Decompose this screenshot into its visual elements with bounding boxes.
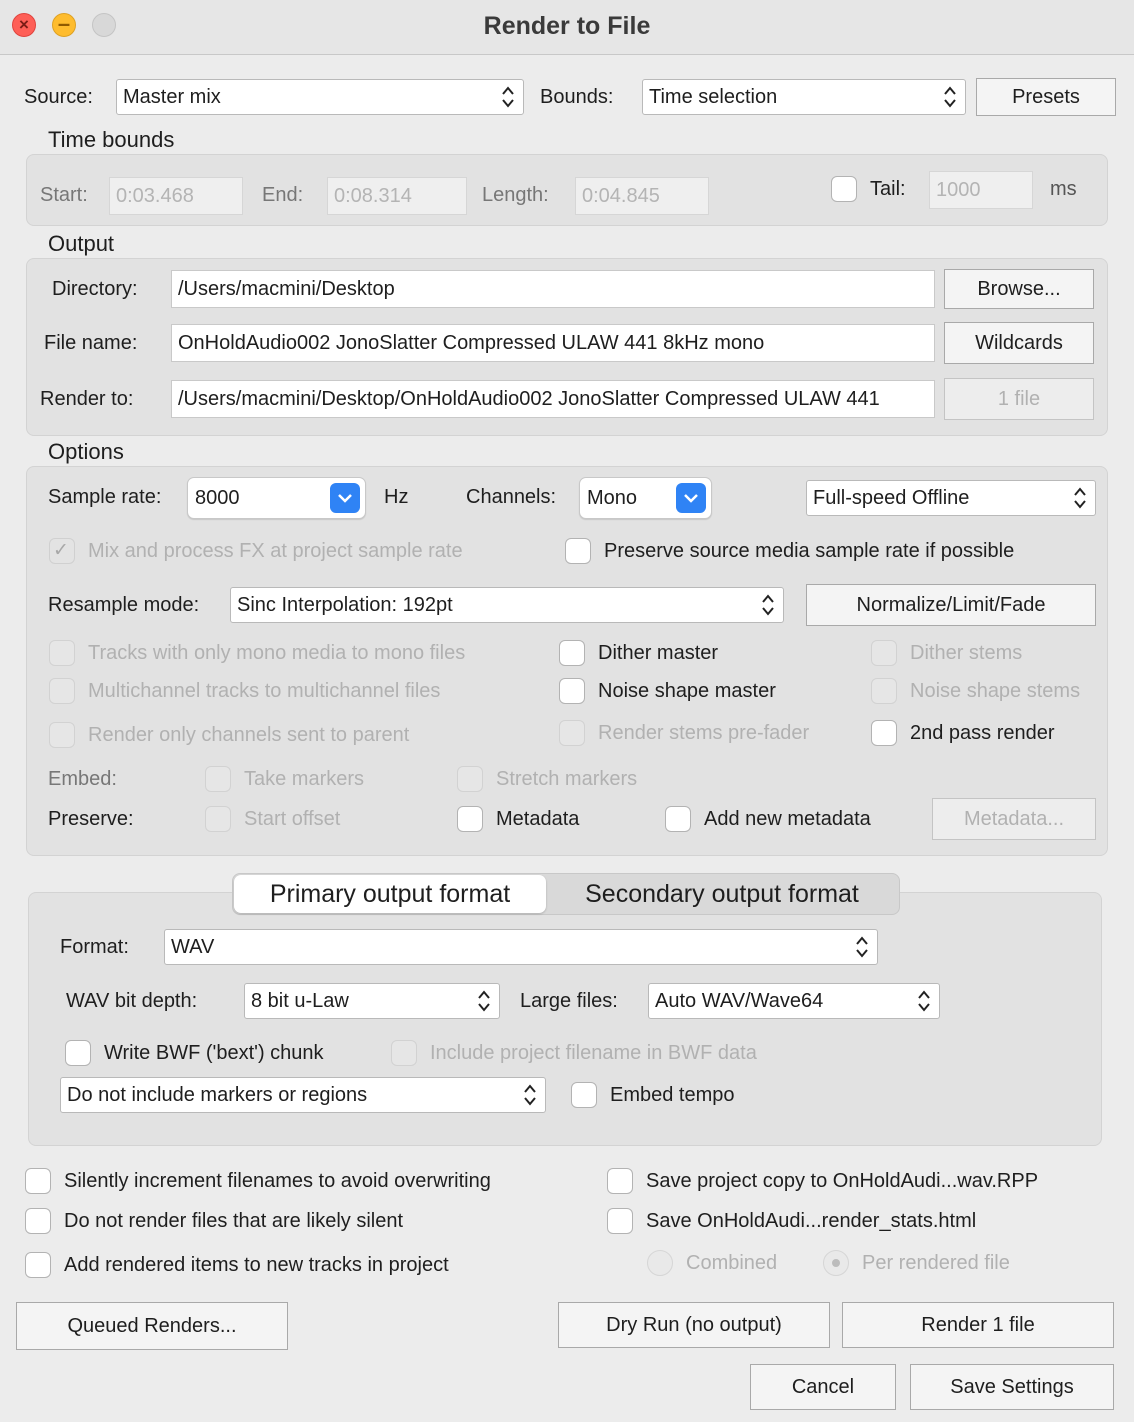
up-down-arrows-icon [1073,486,1087,510]
embed-tempo-label: Embed tempo [610,1084,735,1106]
per-file-radio [823,1250,849,1276]
source-label: Source: [24,86,93,108]
silently-increment-checkbox[interactable] [25,1168,51,1194]
dither-master-checkbox[interactable] [559,640,585,666]
start-label: Start: [40,184,88,206]
metadata-button: Metadata... [932,798,1096,840]
render-speed-value: Full-speed Offline [813,487,970,509]
close-window-icon[interactable]: × [12,13,36,37]
wildcards-button[interactable]: Wildcards [944,322,1094,364]
format-label: Format: [60,936,129,958]
mix-fx-checkbox: ✓ [49,538,75,564]
take-markers-checkbox [205,766,231,792]
channels-value: Mono [587,487,638,509]
format-select[interactable] [164,929,878,965]
render-to-field[interactable]: /Users/macmini/Desktop/OnHoldAudio002 JonoSlatter Compressed ULAW 441 [171,380,935,418]
browse-button[interactable]: Browse... [944,269,1094,309]
noise-master-checkbox[interactable] [559,678,585,704]
noise-stems-label: Noise shape stems [910,680,1081,702]
up-down-arrows-icon [855,935,869,959]
start-offset-checkbox [205,806,231,832]
second-pass-label: 2nd pass render [910,722,1055,744]
no-silent-checkbox[interactable] [25,1208,51,1234]
take-markers-label: Take markers [244,768,365,790]
multichannel-checkbox [49,678,75,704]
add-metadata-checkbox[interactable] [665,806,691,832]
length-label: Length: [482,184,549,206]
start-field[interactable]: 0:03.468 [109,177,243,215]
preserve-rate-checkbox[interactable] [565,538,591,564]
minimize-window-icon[interactable]: – [52,13,76,37]
up-down-arrows-icon [917,989,931,1013]
markers-select[interactable] [60,1077,546,1113]
large-files-select[interactable] [648,983,940,1019]
dither-stems-checkbox [871,640,897,666]
up-down-arrows-icon [501,85,515,109]
options-title: Options [48,439,124,464]
second-pass-checkbox[interactable] [871,720,897,746]
add-metadata-label: Add new metadata [704,808,871,830]
window-title: Render to File [483,12,651,40]
per-file-label: Per rendered file [862,1252,1010,1274]
save-stats-label: Save OnHoldAudi...render_stats.html [646,1210,977,1232]
up-down-arrows-icon [943,85,957,109]
tab-primary-format[interactable]: Primary output format [234,875,546,913]
bit-depth-value: 8 bit u-Law [251,990,349,1012]
silently-increment-label: Silently increment filenames to avoid overwriting [64,1170,491,1192]
filename-label: File name: [44,332,138,354]
include-filename-checkbox [391,1040,417,1066]
add-items-label: Add rendered items to new tracks in project [64,1254,449,1276]
resample-label: Resample mode: [48,594,200,616]
source-value: Master mix [123,86,221,108]
combined-radio [647,1250,673,1276]
output-title: Output [48,231,115,256]
render-button[interactable]: Render 1 file [842,1302,1114,1348]
save-settings-button[interactable]: Save Settings [910,1364,1114,1410]
render-to-label: Render to: [40,388,134,410]
up-down-arrows-icon [761,593,775,617]
large-files-label: Large files: [520,990,618,1012]
stretch-markers-checkbox [457,766,483,792]
length-field[interactable]: 0:04.845 [575,177,709,215]
tail-unit: ms [1050,178,1077,200]
noise-master-label: Noise shape master [598,680,776,702]
tail-checkbox[interactable] [831,176,857,202]
only-parent-label: Render only channels sent to parent [88,724,410,746]
bwf-chunk-label: Write BWF ('bext') chunk [104,1042,324,1064]
cancel-button[interactable]: Cancel [750,1364,896,1410]
save-copy-label: Save project copy to OnHoldAudi...wav.RPP [646,1170,1039,1192]
stems-prefader-checkbox [559,720,585,746]
time-bounds-title: Time bounds [48,127,175,152]
normalize-button[interactable]: Normalize/Limit/Fade [806,584,1096,626]
dry-run-button[interactable]: Dry Run (no output) [558,1302,830,1348]
channels-label: Channels: [466,486,557,508]
sample-rate-label: Sample rate: [48,486,162,508]
bwf-chunk-checkbox[interactable] [65,1040,91,1066]
include-filename-label: Include project filename in BWF data [430,1042,757,1064]
dither-stems-label: Dither stems [910,642,1023,664]
end-field[interactable]: 0:08.314 [327,177,467,215]
no-silent-label: Do not render files that are likely silent [64,1210,404,1232]
directory-field[interactable]: /Users/macmini/Desktop [171,270,935,308]
metadata-checkbox[interactable] [457,806,483,832]
embed-tempo-checkbox[interactable] [571,1082,597,1108]
bit-depth-label: WAV bit depth: [66,990,198,1012]
large-files-value: Auto WAV/Wave64 [655,990,824,1012]
tail-field[interactable]: 1000 [929,171,1033,209]
metadata-label: Metadata [496,808,580,830]
presets-button[interactable]: Presets [976,78,1116,116]
mono-tracks-label: Tracks with only mono media to mono files [88,642,466,664]
combined-label: Combined [686,1252,778,1274]
only-parent-checkbox [49,722,75,748]
save-copy-checkbox[interactable] [607,1168,633,1194]
dither-master-label: Dither master [598,642,719,664]
file-count-button: 1 file [944,378,1094,420]
markers-value: Do not include markers or regions [67,1084,368,1106]
noise-stems-checkbox [871,678,897,704]
tab-secondary-format[interactable]: Secondary output format [585,880,859,908]
embed-label: Embed: [48,768,117,790]
filename-field[interactable]: OnHoldAudio002 JonoSlatter Compressed ULAW 441 8kHz mono [171,324,935,362]
stems-prefader-label: Render stems pre-fader [598,722,810,744]
sample-rate-combo[interactable] [187,477,366,519]
up-down-arrows-icon [523,1083,537,1107]
bounds-value: Time selection [649,86,778,108]
mix-fx-label: Mix and process FX at project sample rate [88,540,463,562]
channels-combo[interactable] [579,477,712,519]
preserve-label: Preserve: [48,808,134,830]
save-stats-checkbox[interactable] [607,1208,633,1234]
chevron-down-icon[interactable] [330,483,360,513]
up-down-arrows-icon [477,989,491,1013]
multichannel-label: Multichannel tracks to multichannel files [88,680,441,702]
add-items-checkbox[interactable] [25,1252,51,1278]
end-label: End: [262,184,304,206]
bounds-select[interactable] [642,79,966,115]
bit-depth-select[interactable] [244,983,500,1019]
directory-label: Directory: [52,278,138,300]
resample-value: Sinc Interpolation: 192pt [237,594,453,616]
start-offset-label: Start offset [244,808,341,830]
tail-label: Tail: [870,178,906,200]
format-value: WAV [171,936,215,958]
source-select[interactable] [116,79,524,115]
preserve-rate-label: Preserve source media sample rate if possible [604,540,1015,562]
queued-renders-button[interactable]: Queued Renders... [16,1302,288,1350]
sample-rate-value: 8000 [195,487,240,509]
stretch-markers-label: Stretch markers [496,768,638,790]
bounds-label: Bounds: [540,86,614,108]
render-speed-select[interactable] [806,480,1096,516]
resample-select[interactable] [230,587,784,623]
mono-tracks-checkbox [49,640,75,666]
chevron-down-icon[interactable] [676,483,706,513]
hz-label: Hz [384,486,409,508]
